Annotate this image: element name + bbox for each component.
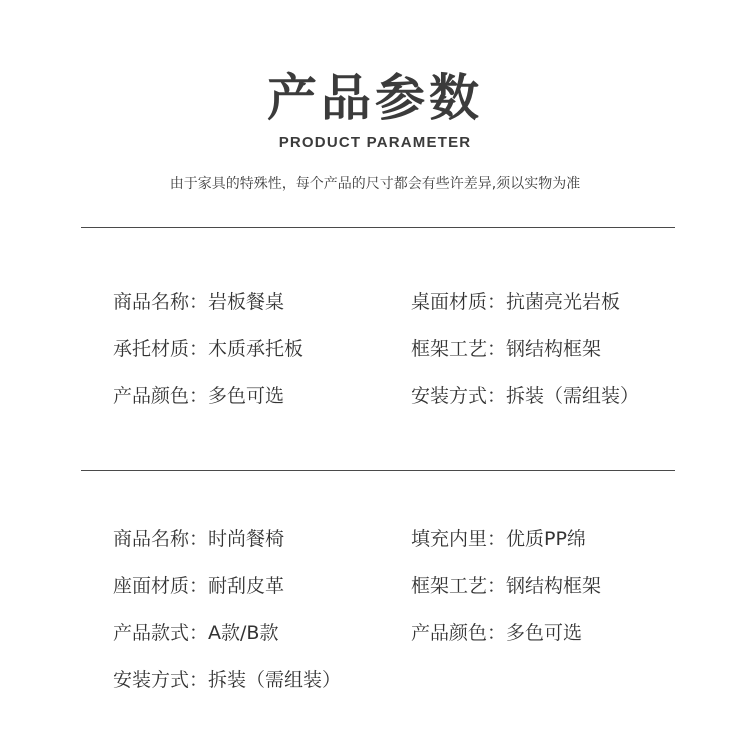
spec-item <box>113 337 303 361</box>
spec-value: 拆装（需组装） <box>208 669 342 691</box>
spec-value: 木质承托板 <box>208 338 304 360</box>
spec-label: 安装方式： <box>113 669 209 691</box>
spec-value: 岩板餐桌 <box>208 291 285 313</box>
spec-value: 耐刮皮革 <box>208 575 285 597</box>
spec-item <box>411 574 601 598</box>
divider-middle <box>81 470 675 471</box>
spec-item <box>113 621 278 645</box>
spec-label: 产品颜色： <box>113 385 209 407</box>
spec-label: 商品名称： <box>113 528 209 550</box>
page-subtitle: PRODUCT PARAMETER <box>278 134 472 151</box>
spec-item <box>411 527 586 551</box>
spec-label: 产品颜色： <box>411 622 507 644</box>
divider-top <box>81 227 675 228</box>
spec-item <box>113 384 284 408</box>
spec-value: 拆装（需组装） <box>506 385 640 407</box>
spec-label: 商品名称： <box>113 291 209 313</box>
disclaimer-note: 由于家具的特殊性，每个产品的尺寸都会有些许差异,须以实物为准 <box>169 176 581 192</box>
spec-value: 优质PP绵 <box>506 528 586 550</box>
spec-item <box>411 384 639 408</box>
spec-label: 产品款式： <box>113 622 209 644</box>
spec-label: 框架工艺： <box>411 575 507 597</box>
spec-item <box>411 290 620 314</box>
spec-value: 多色可选 <box>506 622 583 644</box>
spec-item <box>411 337 601 361</box>
spec-item <box>411 621 582 645</box>
spec-item <box>113 290 284 314</box>
spec-label: 座面材质： <box>113 575 209 597</box>
spec-value: 钢结构框架 <box>506 575 602 597</box>
spec-label: 桌面材质： <box>411 291 507 313</box>
spec-value: 钢结构框架 <box>506 338 602 360</box>
spec-value: 多色可选 <box>208 385 285 407</box>
spec-item <box>113 668 341 692</box>
spec-label: 填充内里： <box>411 528 507 550</box>
spec-item <box>113 527 284 551</box>
spec-label: 安装方式： <box>411 385 507 407</box>
spec-item <box>113 574 284 598</box>
spec-value: A款/B款 <box>208 622 279 644</box>
spec-value: 抗菌亮光岩板 <box>506 291 621 313</box>
spec-label: 承托材质： <box>113 338 209 360</box>
spec-label: 框架工艺： <box>411 338 507 360</box>
page-title: 产品参数 <box>267 69 483 127</box>
spec-value: 时尚餐椅 <box>208 528 285 550</box>
